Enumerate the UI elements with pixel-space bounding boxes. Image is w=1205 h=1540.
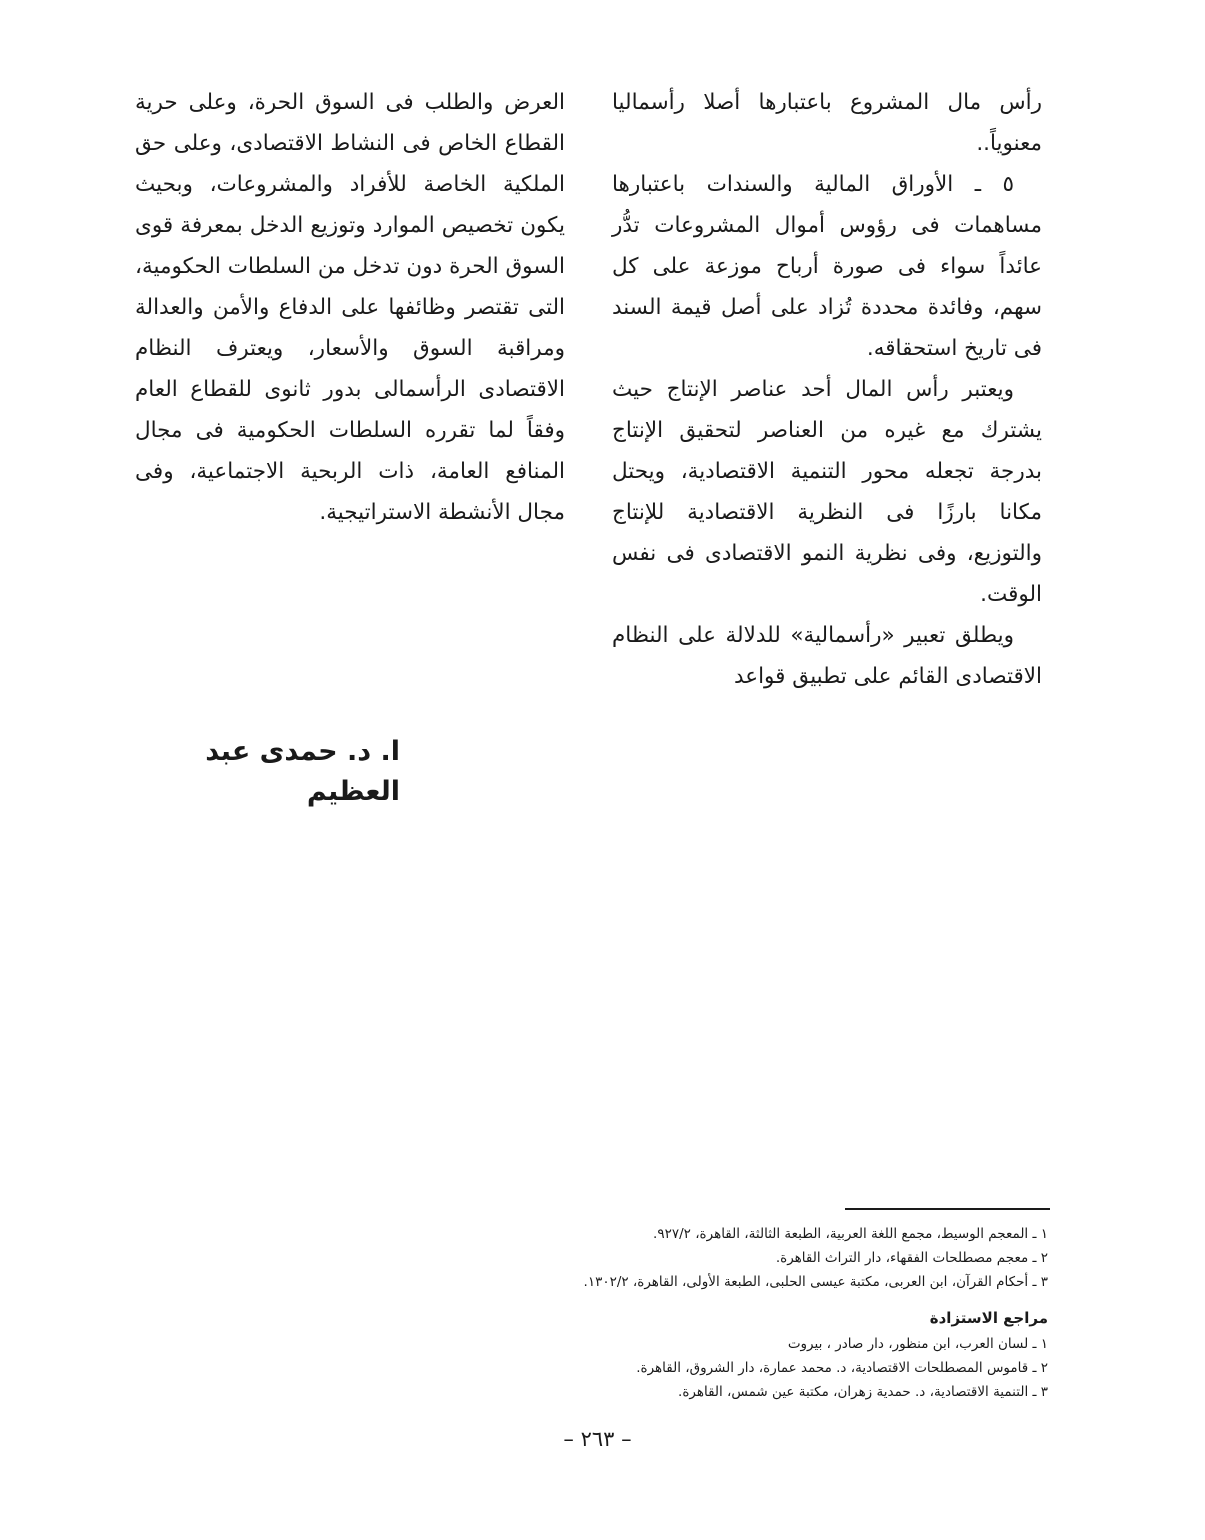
author-signature: ا. د. حمدى عبد العظيم (205, 736, 400, 807)
footnote-item: ٣ ـ أحكام القرآن، ابن العربى، مكتبة عيسى الحلبى، الطبعة الأولى، القاهرة، ١٣٠٢/٢. (583, 1274, 1048, 1290)
further-reading-item: ٣ ـ التنمية الاقتصادية، د. حمدية زهران، مكتبة عين شمس، القاهرة. (678, 1384, 1048, 1400)
further-reading-list (450, 1332, 1048, 1404)
footnote-item: ١ ـ المعجم الوسيط، مجمع اللغة العربية، الطبعة الثالثة، القاهرة، ٩٢٧/٢. (653, 1226, 1048, 1242)
paragraph: العرض والطلب فى السوق الحرة، وعلى حرية القطاع الخاص فى النشاط الاقتصادى، وعلى حق الملكية الخاصة للأفراد والمشروعات، وبحيث يكون تخصيص الموارد وتوزيع الدخل بمعرفة قوى السوق الحرة دون تدخل من السلطات الحكومية، التى تقتصر وظائفها على الدفاع والأمن والعدالة ومراقبة السوق والأسعار، ويعترف النظام الاقتصادى الرأسمالى بدور ثانوى للقطاع العام وفقاً لما تقرره السلطات الحكومية فى مجال المنافع العامة، ذات الربحية الاجتماعية، وفى مجال الأنشطة الاستراتيجية. (135, 90, 565, 525)
further-reading-item: ١ ـ لسان العرب، ابن منظور، دار صادر ، بيروت (787, 1336, 1048, 1352)
footnote-item: ٢ ـ معجم مصطلحات الفقهاء، دار التراث القاهرة. (775, 1250, 1048, 1266)
paragraph: ويعتبر رأس المال أحد عناصر الإنتاج حيث يشترك مع غيره من العناصر لتحقيق الإنتاج بدرجة تجعله محور التنمية الاقتصادية، ويحتل مكانا بارزًا فى النظرية الاقتصادية للإنتاج والتوزيع، وفى نظرية النمو الاقتصادى فى نفس الوقت. (612, 377, 1042, 607)
paragraph: رأس مال المشروع باعتبارها أصلا رأسماليا معنوياً.. (612, 90, 1042, 156)
left-column (135, 82, 565, 533)
footnote-divider (845, 1208, 1050, 1210)
paragraph: ويطلق تعبير «رأسمالية» للدلالة على النظام الاقتصادى القائم على تطبيق قواعد (612, 623, 1042, 689)
further-reading-item: ٢ ـ قاموس المصطلحات الاقتصادية، د. محمد عمارة، دار الشروق، القاهرة. (636, 1360, 1048, 1376)
footnotes (450, 1222, 1048, 1294)
further-reading-heading: مراجع الاستزادة (929, 1309, 1048, 1327)
right-column (612, 82, 1042, 697)
paragraph: ٥ ـ الأوراق المالية والسندات باعتبارها مساهمات فى رؤوس أموال المشروعات تدُّر عائداً سواء فى صورة أرباح موزعة على كل سهم، وفائدة محددة تُزاد على أصل قيمة السند فى تاريخ استحقاقه. (612, 172, 1042, 361)
page-number: – ٢٦٣ – (563, 1427, 632, 1451)
